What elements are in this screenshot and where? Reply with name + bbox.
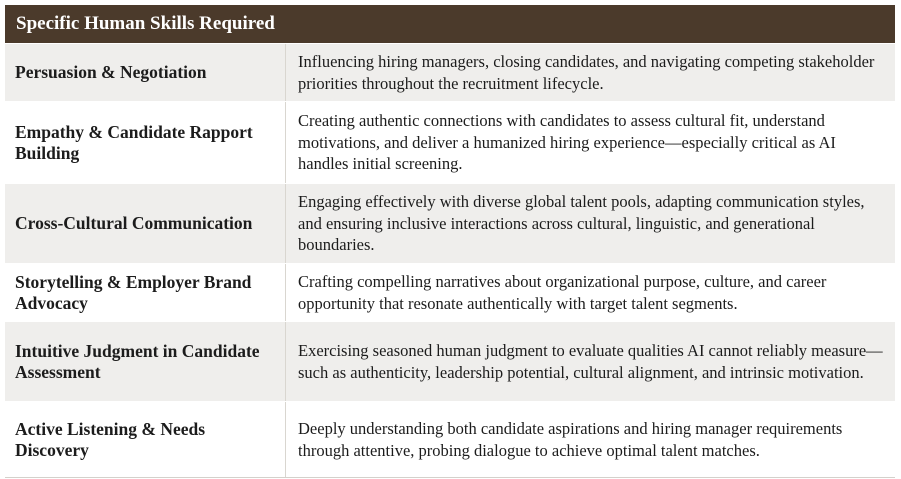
table-title: Specific Human Skills Required [5,5,895,43]
skill-description: Deeply understanding both candidate aspirations and hiring manager requirements through attentive, probing dialogue to achieve optimal talent matches. [298,419,843,460]
skills-table [5,5,895,478]
table-row [5,101,895,183]
skill-name: Intuitive Judgment in Candidate Assessment [5,322,286,401]
skill-name: Persuasion & Negotiation [5,44,286,101]
table-row [5,321,895,401]
table-row [5,183,895,263]
skill-description: Engaging effectively with diverse global talent pools, adapting communication styles, and ensuring inclusive interactions across cultural, linguistic, and generational boundaries. [298,192,865,255]
skill-description: Crafting compelling narratives about organizational purpose, culture, and career opportunity that resonate authentically with target talent segments. [298,272,827,313]
skill-name: Empathy & Candidate Rapport Building [5,102,286,183]
skill-description: Influencing hiring managers, closing candidates, and navigating competing stakeholder priorities throughout the recruitment lifecycle. [298,52,875,93]
table-row [5,401,895,477]
skill-name: Active Listening & Needs Discovery [5,402,286,477]
table-row [5,43,895,101]
skill-name: Storytelling & Employer Brand Advocacy [5,264,286,321]
skill-description: Exercising seasoned human judgment to evaluate qualities AI cannot reliably measure—such as authenticity, leadership potential, cultural alignment, and intrinsic motivation. [298,341,883,382]
table-row [5,263,895,321]
skill-description: Creating authentic connections with candidates to assess cultural fit, understand motivations, and deliver a humanized hiring experience—especially critical as AI handles initial screening. [298,111,836,174]
skill-name: Cross-Cultural Communication [5,184,286,263]
